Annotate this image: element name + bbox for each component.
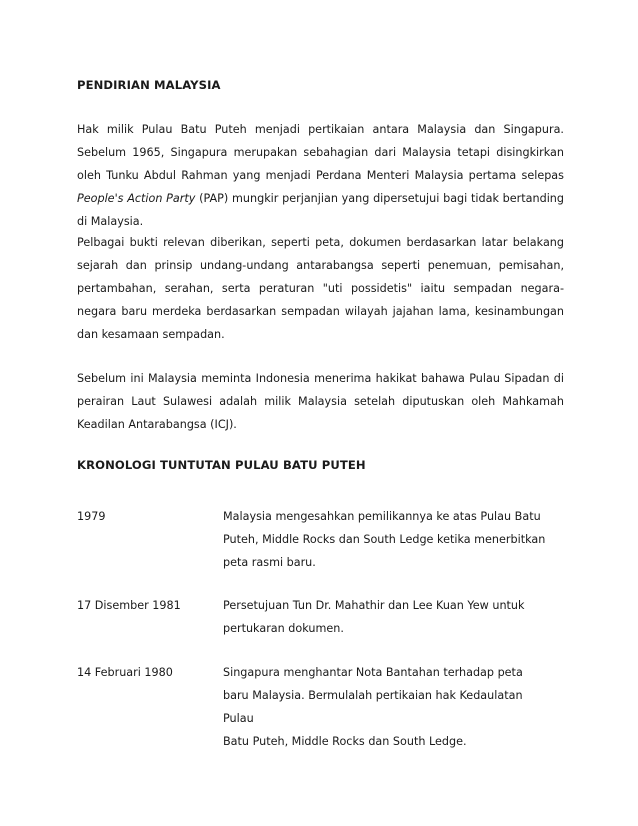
chronology-line: Puteh, Middle Rocks dan South Ledge ketika menerbitkan [223,533,546,546]
chronology-date: 1979 [77,510,106,523]
paragraph-italic-party: People's Action Party [77,192,196,205]
paragraph-pulau-sipadan: Sebelum ini Malaysia meminta Indonesia menerima hakikat bahawa Pulau Sipadan di perairan Laut Sulawesi adalah milik Malaysia setelah diputuskan oleh Mahkamah Keadilan Antarabangsa (ICJ). [77,372,564,431]
chronology-line: Persetujuan Tun Dr. Mahathir dan Lee Kuan Yew untuk [223,599,525,612]
chronology-line: Batu Puteh, Middle Rocks dan South Ledge. [223,735,467,748]
chronology-line: baru Malaysia. Bermulalah pertikaian hak Kedaulatan Pulau [223,689,523,725]
paragraph-text: Hak milik Pulau Batu Puteh menjadi pertikaian antara Malaysia dan Singapura. Sebelum 1965, Singapura merupakan sebahagian dari Malaysia tetapi disingkirkan oleh Tunku Abdul Rahman yang menjadi Perdana Menteri Malaysia pertama selepas [77,123,564,182]
section-heading-kronologi: KRONOLOGI TUNTUTAN PULAU BATU PUTEH [77,458,366,472]
chronology-line: Singapura menghantar Nota Bantahan terhadap peta [223,666,523,679]
section-heading-pendirian: PENDIRIAN MALAYSIA [77,78,221,92]
paragraph-text: (PAP) mungkir perjanjian yang dipersetujui bagi tidak bertanding di Malaysia. [77,192,564,228]
chronology-line: pertukaran dokumen. [223,622,344,635]
chronology-description [223,594,553,640]
paragraph-bukti-relevan: Pelbagai bukti relevan diberikan, seperti peta, dokumen berdasarkan latar belakang sejarah dan prinsip undang-undang antarabangsa seperti penemuan, pemisahan, pertambahan, serahan, serta peraturan "uti possidetis" iaitu sempadan negara-negara baru merdeka berdasarkan sempadan wilayah jajahan lama, kesinambungan dan kesamaan sempadan. [77,236,564,341]
paragraph-pulau-batu-puteh [77,118,564,233]
chronology-line: peta rasmi baru. [223,556,316,569]
chronology-line: Malaysia mengesahkan pemilikannya ke atas Pulau Batu [223,510,541,523]
chronology-description [223,505,553,574]
chronology-date: 14 Februari 1980 [77,666,173,679]
chronology-date: 17 Disember 1981 [77,599,181,612]
chronology-description [223,661,553,753]
